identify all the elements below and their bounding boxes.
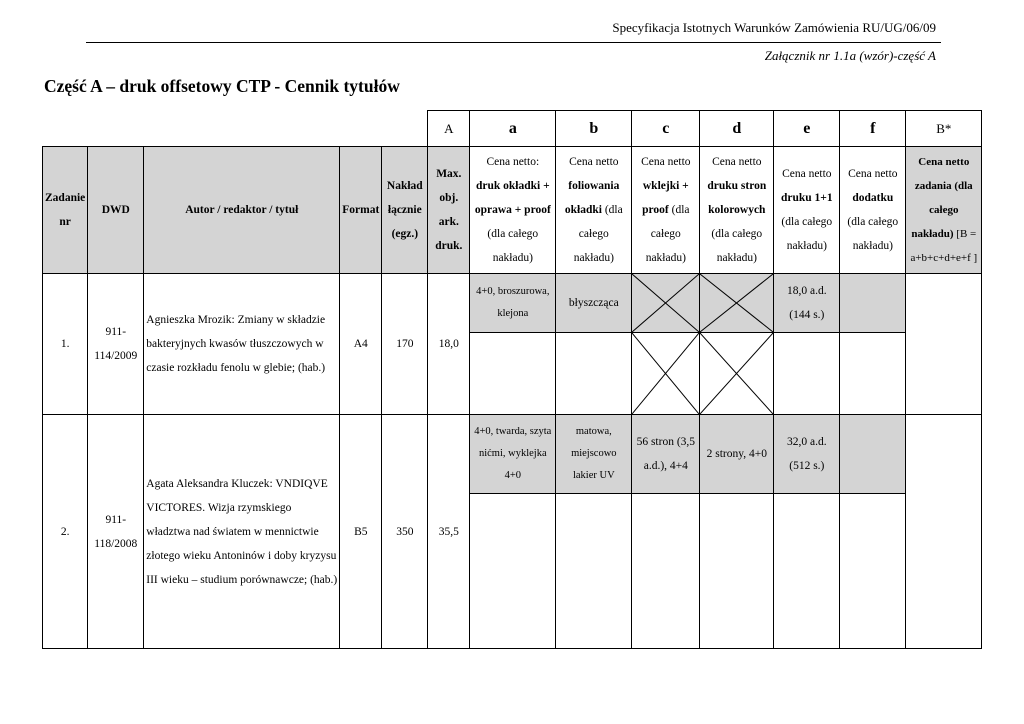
- col-B-post: [B = a+b+c+d+e+f ]: [910, 228, 978, 264]
- col-header-f: [840, 147, 906, 274]
- blank-corner: [43, 111, 428, 147]
- price-cell-d-na: [700, 333, 774, 415]
- col-header-max-obj: Max. obj. ark. druk.: [428, 147, 470, 274]
- price-cell-b: [556, 333, 632, 415]
- col-d-bold: druku stron kolorowych: [707, 180, 767, 216]
- price-cell-f: [840, 333, 906, 415]
- row-spec-d-na: [700, 274, 774, 333]
- row-spec-c-na: [632, 274, 700, 333]
- col-a-pre: Cena netto:: [486, 156, 540, 168]
- letter-a: a: [470, 111, 556, 147]
- row-dwd: 911-118/2008: [88, 415, 144, 649]
- col-e-pre: Cena netto: [782, 168, 832, 180]
- price-cell-a: [470, 494, 556, 649]
- row-spec-a: 4+0, twarda, szyta nićmi, wyklejka 4+0: [470, 415, 556, 494]
- row-nr: 1.: [43, 274, 88, 415]
- row-format: A4: [340, 274, 382, 415]
- table-row: [43, 274, 982, 333]
- col-a-bold: druk okładki + oprawa + proof: [474, 180, 551, 216]
- col-header-b: [556, 147, 632, 274]
- col-b-post: (dla całego nakładu): [573, 204, 623, 264]
- col-header-e: [774, 147, 840, 274]
- col-c-post: (dla całego nakładu): [645, 204, 690, 264]
- attachment-reference: Załącznik nr 1.1a (wzór)-część A: [764, 48, 936, 63]
- column-letters-row: [43, 111, 982, 147]
- document-title: Część A – druk offsetowy CTP - Cennik tytułów: [44, 76, 400, 96]
- price-cell-d: [700, 494, 774, 649]
- col-header-a: [470, 147, 556, 274]
- price-cell-a: [470, 333, 556, 415]
- col-header-c: [632, 147, 700, 274]
- row-nr: 2.: [43, 415, 88, 649]
- col-f-bold: dodatku: [852, 192, 894, 204]
- row-spec-e: 32,0 a.d. (512 s.): [774, 415, 840, 494]
- row-spec-a: 4+0, broszurowa, klejona: [470, 274, 556, 333]
- col-c-pre: Cena netto: [641, 156, 691, 168]
- price-cell-e: [774, 494, 840, 649]
- col-B-bold: Cena netto zadania (dla całego nakładu): [911, 156, 973, 240]
- col-d-post: (dla całego nakładu): [711, 228, 763, 264]
- row-max-obj: 35,5: [428, 415, 470, 649]
- price-cell-c-na: [632, 333, 700, 415]
- price-cell-f: [840, 494, 906, 649]
- col-e-bold: druku 1+1: [781, 192, 833, 204]
- row-spec-d: 2 strony, 4+0: [700, 415, 774, 494]
- spec-reference: Specyfikacja Istotnych Warunków Zamówienia RU/UG/06/09: [612, 20, 936, 35]
- header-row: [43, 147, 982, 274]
- row-max-obj: 18,0: [428, 274, 470, 415]
- price-cell-e: [774, 333, 840, 415]
- col-f-pre: Cena netto: [848, 168, 898, 180]
- letter-B: B*: [906, 111, 982, 147]
- row-title: Agnieszka Mrozik: Zmiany w składzie bakteryjnych kwasów tłuszczowych w czasie rozkładu fenolu w glebie; (hab.): [144, 274, 340, 415]
- col-b-bold: foliowania okładki: [564, 180, 620, 216]
- row-naklad: 350: [382, 415, 428, 649]
- price-cell-b: [556, 494, 632, 649]
- col-b-pre: Cena netto: [569, 156, 619, 168]
- row-spec-f: [840, 274, 906, 333]
- row-spec-b: błyszcząca: [556, 274, 632, 333]
- header-rule: [86, 42, 941, 43]
- col-e-post: (dla całego nakładu): [781, 216, 833, 252]
- col-header-zadanie: Zadanie nr: [43, 147, 88, 274]
- letter-d: d: [700, 111, 774, 147]
- col-header-d: [700, 147, 774, 274]
- col-a-post: (dla całego nakładu): [487, 228, 539, 264]
- col-f-post: (dla całego nakładu): [847, 216, 899, 252]
- col-header-naklad: Nakład łącznie (egz.): [382, 147, 428, 274]
- col-header-autor: Autor / redaktor / tytuł: [144, 147, 340, 274]
- row-spec-f: [840, 415, 906, 494]
- col-header-B: [906, 147, 982, 274]
- letter-A: A: [428, 111, 470, 147]
- col-header-format: Format: [340, 147, 382, 274]
- price-table: [42, 110, 982, 649]
- row-format: B5: [340, 415, 382, 649]
- col-c-bold: wklejki + proof: [642, 180, 689, 216]
- row-title: Agata Aleksandra Kluczek: VNDIQVE VICTORES. Wizja rzymskiego władztwa nad światem w mennictwie złotego wieku Antoninów i doby kryzysu III wieku – studium porównawcze; (hab.): [144, 415, 340, 649]
- col-header-dwd: DWD: [88, 147, 144, 274]
- row-spec-c: 56 stron (3,5 a.d.), 4+4: [632, 415, 700, 494]
- row-total: [906, 274, 982, 415]
- letter-e: e: [774, 111, 840, 147]
- row-spec-b: matowa, miejscowo lakier UV: [556, 415, 632, 494]
- row-total: [906, 415, 982, 649]
- price-cell-c: [632, 494, 700, 649]
- table-row: [43, 415, 982, 494]
- letter-c: c: [632, 111, 700, 147]
- letter-f: f: [840, 111, 906, 147]
- letter-b: b: [556, 111, 632, 147]
- row-spec-e: 18,0 a.d. (144 s.): [774, 274, 840, 333]
- col-d-pre: Cena netto: [712, 156, 762, 168]
- row-dwd: 911-114/2009: [88, 274, 144, 415]
- row-naklad: 170: [382, 274, 428, 415]
